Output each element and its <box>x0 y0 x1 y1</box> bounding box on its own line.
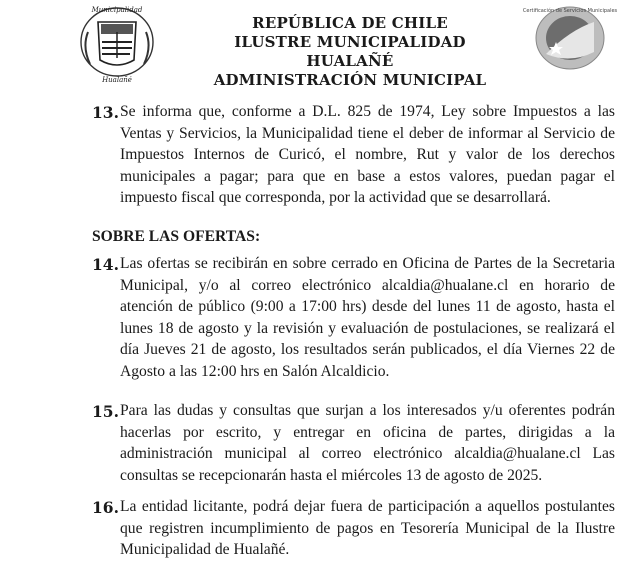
certification-seal-icon <box>522 2 618 72</box>
left-seal-top-text: Municipalidad <box>91 6 143 14</box>
clause-text: Las ofertas se recibirán en sobre cerrado en Oficina de Partes de la Secretaria Municipal, y/o al correo electrónico alcaldia@hualane.cl en horario de atención de público (9:00 a 17:00 hrs) desde del lunes 11 de agosto, hasta el lunes 18 de agosto y la revisión y evaluación de postulaciones, se realizará el día Jueves 21 de agosto, los resultados serán publicados, el día Viernes 22 de Agosto a las 12:00 hrs en Salón Alcaldicio. <box>120 255 615 380</box>
clause-number: 15. <box>92 402 119 421</box>
clause-number: 14. <box>92 255 119 274</box>
header-titles <box>190 14 510 90</box>
left-seal-bottom-text: Hualañé <box>102 76 132 84</box>
clause-text: La entidad licitante, podrá dejar fuera de participación a aquellos postulantes que registren incumplimiento de pagos en Tesorería Municipal de la Ilustre Municipalidad de Hualañé. <box>120 498 615 559</box>
clause-number: 13. <box>92 103 119 122</box>
header-line-1: REPÚBLICA DE CHILE <box>252 14 448 32</box>
clause-text: Para las dudas y consultas que surjan a los interesados y/u oferentes podrán hacerlas por escrito, y entregar en oficina de partes, dirigidas a la administración municipal al correo electrónico alcaldia@hualane.cl Las consultas se recepcionarán hasta el miércoles 13 de agosto de 2025. <box>120 402 615 484</box>
right-seal-text: Certificación de Servicios Municipales <box>522 8 618 14</box>
municipal-seal-icon <box>74 2 160 86</box>
document-header <box>0 0 625 92</box>
clause-number: 16. <box>92 498 119 517</box>
section-title: SOBRE LAS OFERTAS: <box>92 228 261 245</box>
header-line-2: ILUSTRE MUNICIPALIDAD HUALAÑÉ <box>234 33 466 70</box>
clause-text: Se informa que, conforme a D.L. 825 de 1974, Ley sobre Impuestos a las Ventas y Servicios, la Municipalidad tiene el deber de informar al Servicio de Impuestos Internos de Curicó, el nombre, Rut y valor de los derechos municipales a pagar; para que en base a estos valores, puedan pagar el impuesto fiscal que corresponda, por la actividad que se desarrollará. <box>120 103 615 207</box>
header-line-3: ADMINISTRACIÓN MUNICIPAL <box>213 71 487 89</box>
